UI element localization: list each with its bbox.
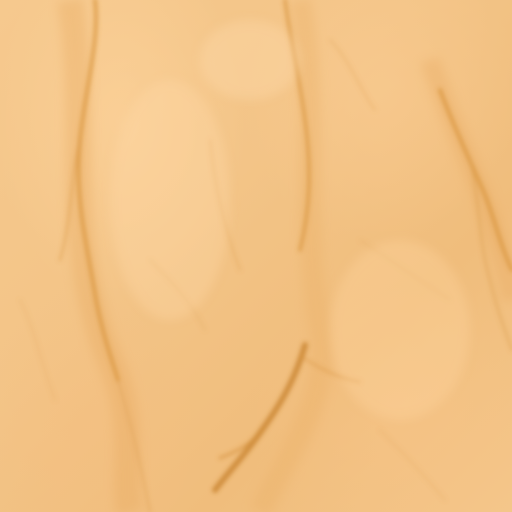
vein-faint: [330, 40, 375, 110]
highlight: [330, 240, 470, 420]
vein-faint: [20, 300, 55, 400]
vein-faint: [380, 430, 445, 500]
highlight: [110, 80, 230, 320]
highlight: [200, 20, 300, 100]
